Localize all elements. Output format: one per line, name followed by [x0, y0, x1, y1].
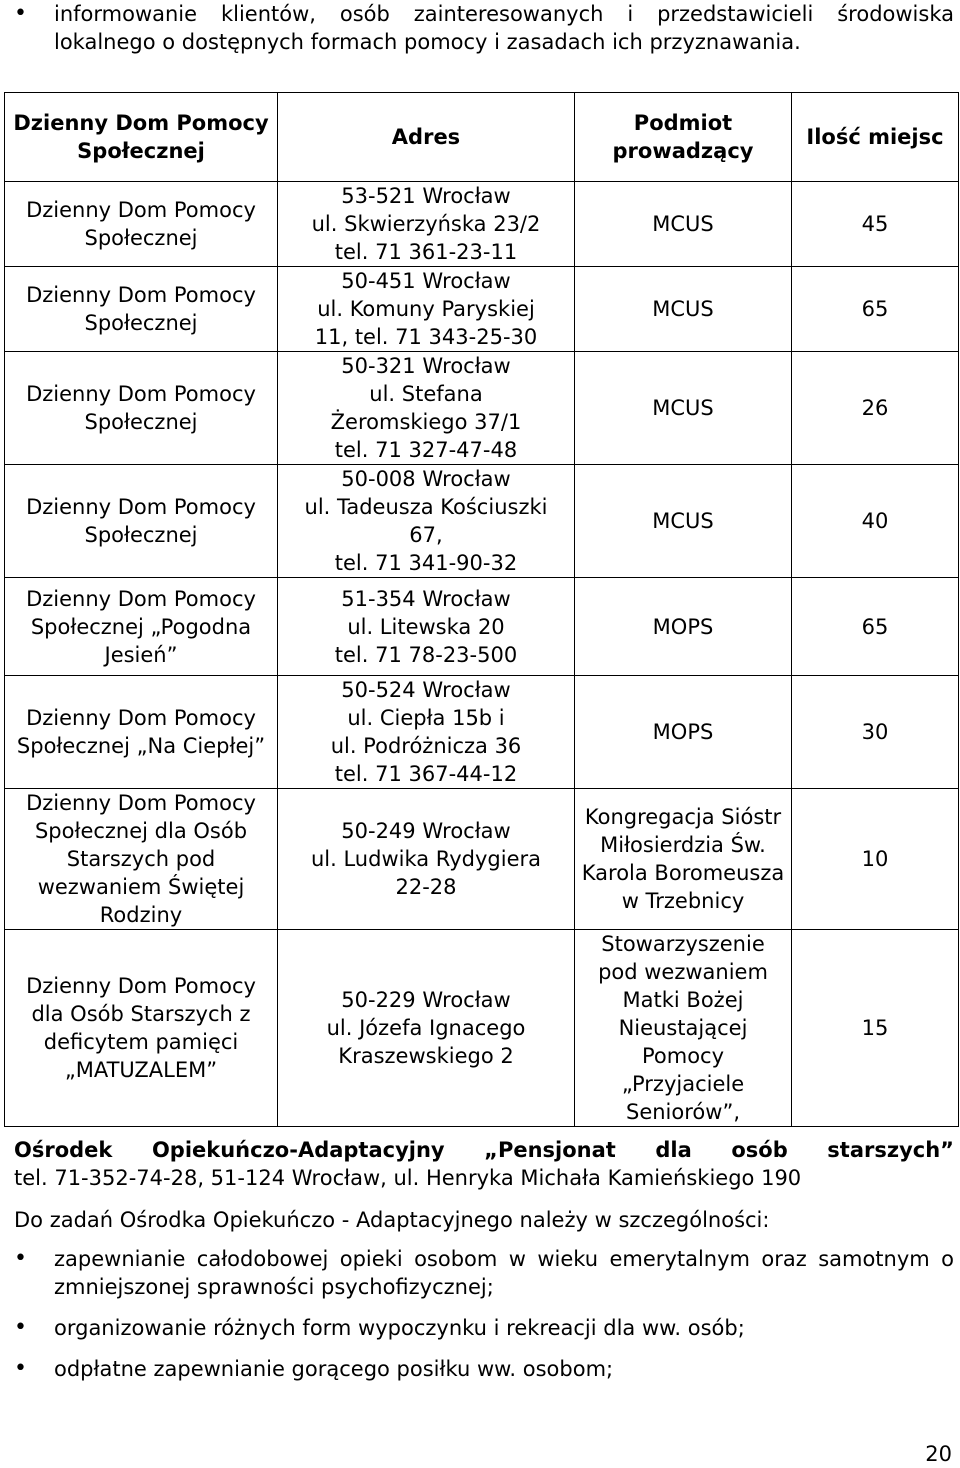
bullet-icon: •	[14, 1315, 27, 1340]
cell-places: 30	[792, 676, 959, 789]
cell-address	[278, 578, 575, 676]
heading-word: „Pensjonat	[484, 1138, 616, 1162]
address-line: tel. 71 327-47-48	[334, 438, 518, 462]
cell-operator: MCUS	[575, 465, 792, 578]
day-care-table	[4, 92, 959, 1127]
cell-places: 65	[792, 578, 959, 676]
address-line: ul. Ciepła 15b i	[347, 706, 505, 730]
cell-places: 40	[792, 465, 959, 578]
cell-name: Dzienny Dom Pomocy Społecznej	[5, 267, 278, 352]
header-operator: Podmiot prowadzący	[575, 93, 792, 182]
table-row	[5, 789, 959, 930]
address-line: ul. Tadeusza Kościuszki	[304, 495, 548, 519]
task-text: organizowanie różnych form wypoczynku i rekreacji dla ww. osób;	[54, 1316, 745, 1340]
cell-operator: MCUS	[575, 267, 792, 352]
cell-address	[278, 352, 575, 465]
cell-name: Dzienny Dom Pomocy Społecznej dla Osób Starszych pod wezwaniem Świętej Rodziny	[5, 789, 278, 930]
osrodek-heading-row	[14, 1136, 954, 1164]
intro-bullet-text: informowanie klientów, osób zainteresowanych i przedstawicieli środowiska lokalnego o dostępnych formach pomocy i zasadach ich przyznawania.	[54, 2, 954, 54]
address-line: ul. Ludwika Rydygiera	[310, 847, 542, 871]
table-row	[5, 578, 959, 676]
bullet-icon: •	[14, 1356, 27, 1381]
table-row	[5, 182, 959, 267]
osrodek-heading	[14, 1136, 954, 1164]
heading-word: dla	[655, 1138, 692, 1162]
address-line: ul. Skwierzyńska 23/2	[311, 212, 541, 236]
address-line: tel. 71 341-90-32	[334, 551, 518, 575]
heading-word: starszych”	[827, 1138, 954, 1162]
cell-address	[278, 182, 575, 267]
list-item	[14, 1245, 954, 1301]
cell-name: Dzienny Dom Pomocy Społecznej „Pogodna Jesień”	[5, 578, 278, 676]
address-line: 51-354 Wrocław	[341, 586, 511, 611]
cell-address	[278, 267, 575, 352]
address-line: 50-229 Wrocław	[341, 988, 511, 1012]
address-line: ul. Podróżnicza 36	[330, 734, 522, 758]
cell-operator: MCUS	[575, 182, 792, 267]
cell-name: Dzienny Dom Pomocy Społecznej	[5, 465, 278, 578]
address-line: 50-321 Wrocław	[341, 354, 511, 378]
heading-word: osób	[731, 1138, 788, 1162]
cell-places: 65	[792, 267, 959, 352]
osrodek-tasks-intro: Do zadań Ośrodka Opiekuńczo - Adaptacyjnego należy w szczególności:	[14, 1208, 770, 1232]
address-line: Żeromskiego 37/1	[330, 410, 522, 434]
address-line: tel. 71 361-23-11	[334, 240, 518, 264]
table-header-row	[5, 93, 959, 182]
cell-name: Dzienny Dom Pomocy Społecznej	[5, 352, 278, 465]
address-line: tel. 71 78-23-500	[334, 642, 518, 667]
table-body	[5, 182, 959, 1127]
cell-address	[278, 930, 575, 1127]
cell-operator: MOPS	[575, 578, 792, 676]
address-line: 50-451 Wrocław	[341, 269, 511, 293]
address-line: 67,	[409, 523, 443, 547]
address-line: 50-524 Wrocław	[341, 678, 511, 702]
cell-name: Dzienny Dom Pomocy Społecznej „Na Ciepłej”	[5, 676, 278, 789]
address-line: ul. Józefa Ignacego	[326, 1016, 526, 1040]
cell-places: 26	[792, 352, 959, 465]
cell-name: Dzienny Dom Pomocy Społecznej	[5, 182, 278, 267]
table-row	[5, 267, 959, 352]
task-text: zapewnianie całodobowej opieki osobom w wieku emerytalnym oraz samotnym o zmniejszonej sprawności psychofizycznej;	[54, 1247, 954, 1299]
osrodek-tasks-list	[14, 1245, 954, 1396]
address-line: ul. Litewska 20	[347, 614, 505, 639]
table-row	[5, 352, 959, 465]
address-line: 11, tel. 71 343-25-30	[314, 325, 538, 349]
header-name: Dzienny Dom Pomocy Społecznej	[5, 93, 278, 182]
cell-address	[278, 789, 575, 930]
header-address: Adres	[278, 93, 575, 182]
address-line: ul. Stefana	[369, 382, 483, 406]
cell-address	[278, 465, 575, 578]
cell-operator: MCUS	[575, 352, 792, 465]
list-item	[14, 1355, 954, 1383]
address-line: 50-249 Wrocław	[341, 819, 511, 843]
table-row	[5, 465, 959, 578]
table-row	[5, 930, 959, 1127]
address-line: ul. Komuny Paryskiej	[317, 297, 535, 321]
cell-address	[278, 676, 575, 789]
cell-places: 15	[792, 930, 959, 1127]
bullet-icon: •	[14, 1246, 27, 1271]
address-line: 50-008 Wrocław	[341, 467, 511, 491]
task-text: odpłatne zapewnianie gorącego posiłku ww. osobom;	[54, 1357, 614, 1381]
address-line: Kraszewskiego 2	[338, 1044, 514, 1068]
cell-places: 45	[792, 182, 959, 267]
cell-operator: MOPS	[575, 676, 792, 789]
cell-operator: Stowarzyszenie pod wezwaniem Matki Bożej Nieustającej Pomocy „Przyjaciele Seniorów”,	[575, 930, 792, 1127]
list-item	[14, 1314, 954, 1342]
heading-word: Opiekuńczo-Adaptacyjny	[151, 1138, 445, 1162]
header-places: Ilość miejsc	[792, 93, 959, 182]
cell-operator: Kongregacja Sióstr Miłosierdzia Św. Karola Boromeusza w Trzebnicy	[575, 789, 792, 930]
osrodek-contact: tel. 71-352-74-28, 51-124 Wrocław, ul. Henryka Michała Kamieńskiego 190	[14, 1166, 802, 1190]
cell-name: Dzienny Dom Pomocy dla Osób Starszych z deficytem pamięci „MATUZALEM”	[5, 930, 278, 1127]
page-number: 20	[925, 1442, 952, 1466]
address-line: tel. 71 367-44-12	[334, 762, 518, 786]
intro-bullet	[14, 0, 954, 56]
cell-places: 10	[792, 789, 959, 930]
table-row	[5, 676, 959, 789]
heading-word: Ośrodek	[14, 1138, 113, 1162]
address-line: 53-521 Wrocław	[341, 184, 511, 208]
address-line: 22-28	[395, 875, 457, 899]
bullet-icon: •	[14, 1, 27, 26]
